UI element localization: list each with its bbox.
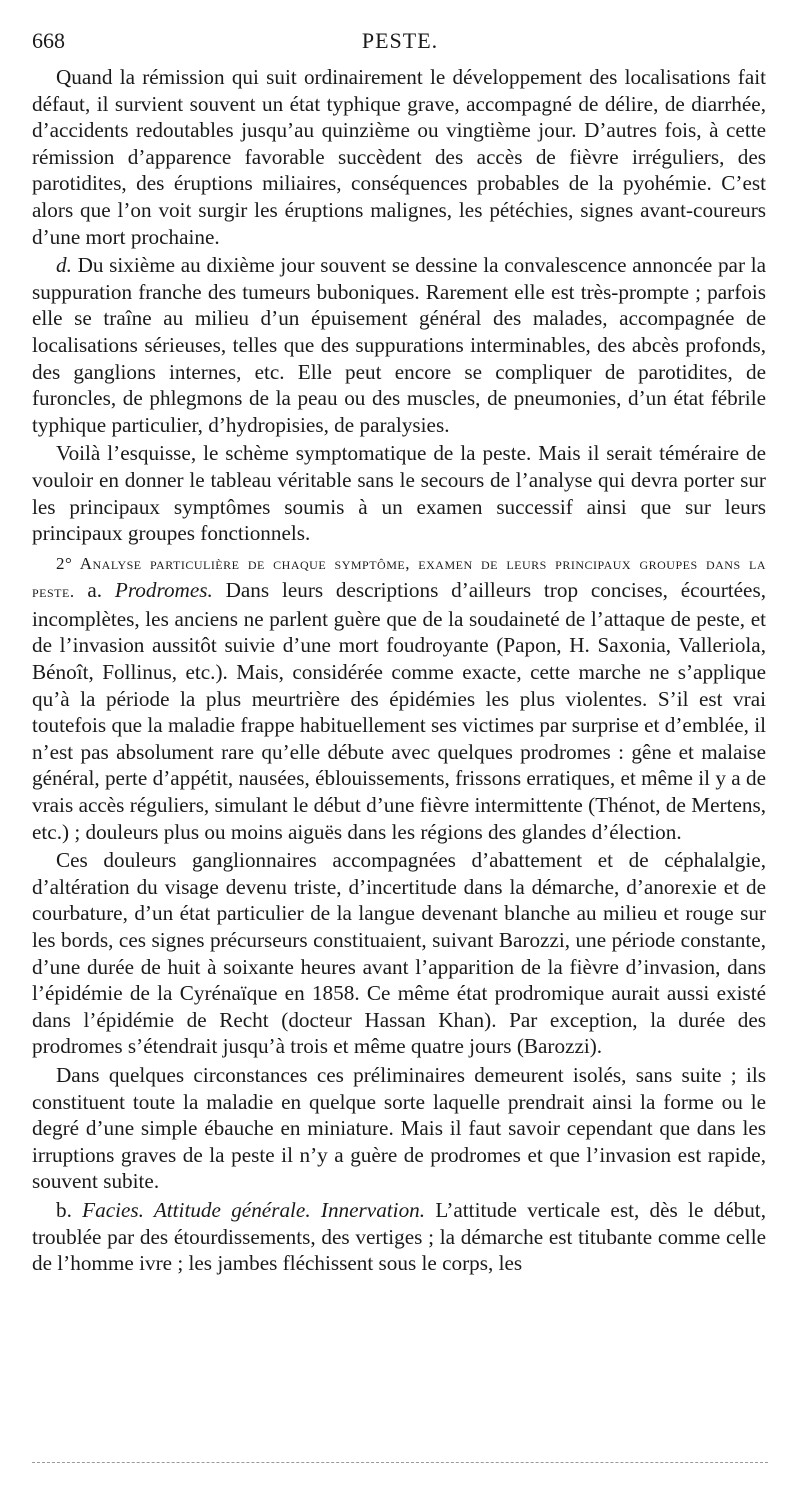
footer-rule	[32, 1462, 768, 1463]
page-number: 668	[32, 28, 65, 53]
paragraph-facies-text: L’attitude verticale est, dès le début, troublée par des étourdissements, des vertiges ; la démarche est titubante comme celle de l’homme ivre ; les jambes fléchissent sous le corps, les	[32, 1197, 766, 1276]
paragraph-convalescence-text: Du sixième au dixième jour souvent se dessine la convalescence annoncée par la suppuration franche des tumeurs buboniques. Rarement elle est très-prompte ; parfois elle se traîne au milieu d’un épuisement général des malades, accompagnée de localisations sérieuses, telles que des suppurations interminables, des abcès profonds, des ganglions internes, etc. Elle peut encore se compliquer de parotidites, de furoncles, de phlegmons de la peau ou des muscles, de pneumonies, d’un état fébrile typhique particulier, d’hydropisies, de paralysies.	[32, 253, 766, 437]
paragraph-circonstances: Dans quelques circonstances ces préliminaires demeurent isolés, sans suite ; ils constituent toute la maladie en quelque sorte laquelle prendrait ainsi la forme ou le degré d’une simple ébauche en miniature. Mais il faut savoir cependant que dans les irruptions graves de la peste il n’y a guère de prodromes et que l’invasion est rapide, souvent subite.	[32, 1062, 766, 1194]
subheading-prodromes: Prodromes.	[114, 578, 213, 603]
item-marker-a: a.	[74, 578, 115, 603]
page-header	[32, 28, 768, 58]
item-marker-d: d.	[56, 253, 72, 278]
section-heading: 2° Analyse particulière de chaque symptôme, examen de leurs principaux groupes dans la peste.	[32, 553, 766, 602]
paragraph-esquisse: Voilà l’esquisse, le schème symptomatique de la peste. Mais il serait téméraire de vouloir en donner le tableau véritable sans le secours de l’analyse qui devra porter sur les principaux symptômes soumis à un examen successif ainsi que sur leurs principaux groupes fonctionnels.	[32, 441, 766, 546]
item-marker-b: b.	[56, 1197, 72, 1222]
page-body	[32, 64, 766, 1277]
running-title: PESTE.	[361, 28, 439, 53]
subheading-facies: Facies. Attitude générale. Innervation.	[71, 1197, 426, 1222]
paragraph-prodromes	[32, 549, 766, 846]
paragraph-douleurs: Ces douleurs ganglionnaires accompagnées d’abattement et de céphalalgie, d’altération du visage devenu triste, d’incertitude dans la démarche, d’anorexie et de courbature, d’un état particulier de la langue devenant blanche au milieu et rouge sur les bords, ces signes précurseurs constituaient, suivant Barozzi, une période constante, d’une durée de huit à soixante heures avant l’apparition de la fièvre d’invasion, dans l’épidémie de la Cyrénaïque en 1858. Ce même état prodromique aurait aussi existé dans l’épidémie de Recht (docteur Hassan Khan). Par exception, la durée des prodromes s’étendrait jusqu’à trois et même quatre jours (Barozzi).	[32, 848, 766, 1059]
paragraph-remission: Quand la rémission qui suit ordinairement le développement des localisations fait défaut, il survient souvent un état typhique grave, accompagné de délire, de diarrhée, d’accidents redoutables jusqu’au quinzième ou vingtième jour. D’autres fois, à cette rémission d’apparence favorable succèdent des accès de fièvre irréguliers, des parotidites, des éruptions miliaires, conséquences probables de la pyohémie. C’est alors que l’on voit surgir les éruptions malignes, les pétéchies, signes avant-coureurs d’une mort prochaine.	[32, 65, 766, 249]
paragraph-facies	[32, 1197, 766, 1277]
paragraph-prodromes-text: Dans leurs descriptions d’ailleurs trop concises, écourtées, incomplètes, les anciens ne parlent guère que de la soudaineté de l’attaque de peste, et de l’invasion aussitôt suivie d’une mort foudroyante (Papon, H. Saxonia, Valleriola, Bénoît, Follinus, etc.). Mais, considérée comme exacte, cette marche ne s’applique qu’à la période la plus meurtrière des épidémies les plus violentes. S’il est vrai toutefois que la maladie frappe habituellement ses victimes par surprise et d’emblée, il n’est pas absolument rare qu’elle débute avec quelques prodromes : gêne et malaise général, perte d’appétit, nausées, éblouissements, frissons erratiques, et même il y a de vrais accès réguliers, simulant le début d’une fièvre intermittente (Thénot, de Mertens, etc.) ; douleurs plus ou moins aiguës dans les régions des glandes d’élection.	[32, 578, 767, 844]
paragraph-convalescence	[32, 252, 766, 438]
